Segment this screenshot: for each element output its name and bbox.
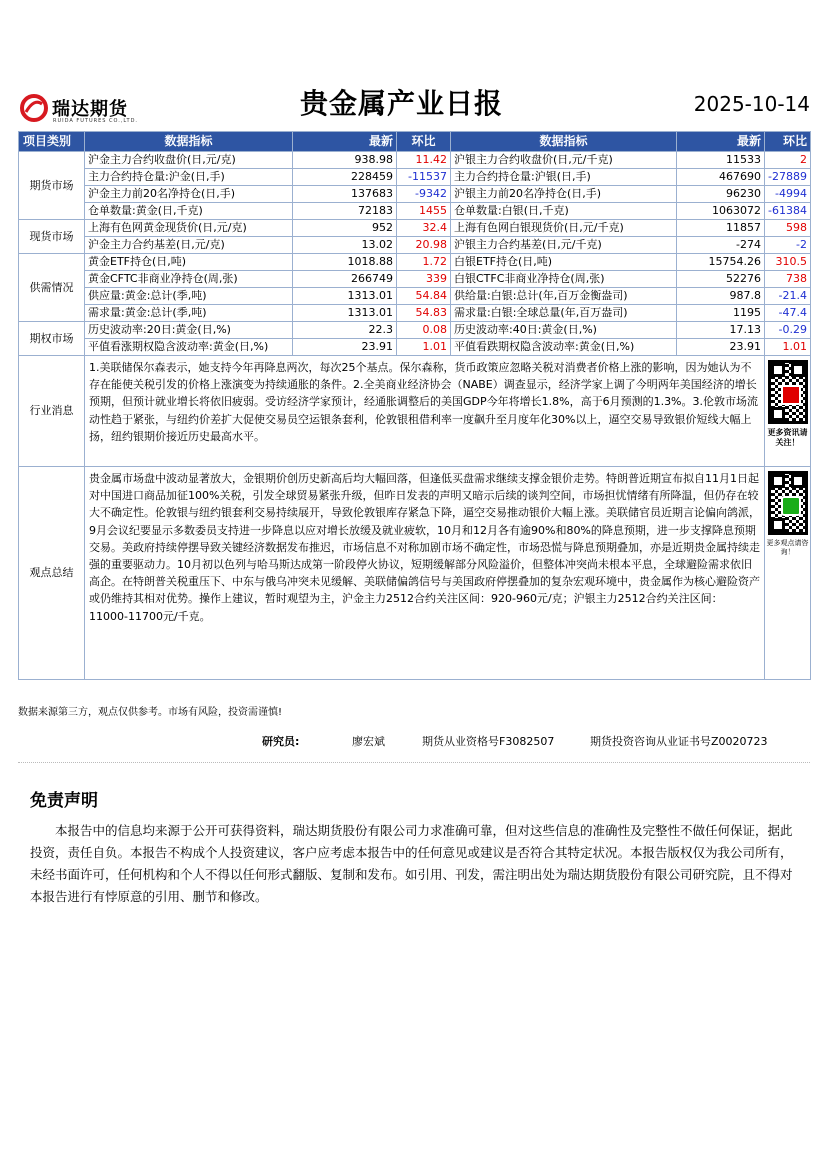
indicator-name-left: 平值看涨期权隐含波动率:黄金(日,%) bbox=[85, 339, 293, 356]
researcher-qualification: 期货从业资格号F3082507 bbox=[422, 735, 555, 748]
change-value-left: 339 bbox=[397, 271, 451, 288]
indicator-name-right: 白银ETF持仓(日,吨) bbox=[451, 254, 677, 271]
indicator-name-right: 仓单数量:白银(日,千克) bbox=[451, 203, 677, 220]
researcher-name: 廖宏斌 bbox=[352, 735, 385, 748]
indicator-name-left: 上海有色网黄金现货价(日,元/克) bbox=[85, 220, 293, 237]
view-text: 贵金属市场盘中波动显著放大，金银期价创历史新高后均大幅回落，但逢低买盘需求继续支撑金银价走势。特朗普近期宣布拟自11月1日起对中国进口商品加征100%关税，引发全球贸易紧张升级，但昨日发表的声明又暗示后续的谈判空间，市场担忧情绪有所降温，但仍存在较大不确定性。伦敦银与纽约银套利交易持续展开，导致伦敦银库存紧急下降，逼空交易推动银价大幅上涨。美联储官员近期言论偏向鸽派，9月会议纪要显示多数委员支持进一步降息以应对增长放缓及就业疲软，10月和12月各有逾90%和80%的降息预期，进一步支撑降息预期交易。美政府持续停摆导致关键经济数据发布推迟，市场信息不对称加剧市场不确定性，市场恐慌与降息预期叠加，亦是近期贵金属持续走强的重要驱动力。10月初以色列与哈马斯达成第一阶段停火协议，短期缓解部分风险溢价，但整体冲突尚未根本平息，全球避险需求依旧高企。在特朗普关税重压下、中东与俄乌冲突未见缓解、美联储偏鸽信号与美国政府停摆叠加的复杂宏观环境中，贵金属作为核心避险资产或仍维持其相对优势。操作上建议，暂时观望为主，沪金主力2512合约关注区间：920-960元/克；沪银主力2512合约关注区间：11000-11700元/千克。 bbox=[85, 467, 765, 680]
table-row bbox=[19, 339, 811, 356]
table-row bbox=[19, 152, 811, 169]
view-row bbox=[19, 467, 811, 680]
researcher-certificate: 期货投资咨询从业证书号Z0020723 bbox=[590, 735, 768, 748]
disclaimer-body: 本报告中的信息均来源于公开可获得资料，瑞达期货股份有限公司力求准确可靠，但对这些信息的准确性及完整性不做任何保证，据此投资，责任自负。本报告不构成个人投资建议，客户应考虑本报告中的任何意见或建议是否符合其特定状况。本报告版权仅为我公司所有，未经书面许可，任何机构和个人不得以任何形式翻版、复制和发布。如引用、刊发，需注明出处为瑞达期货股份有限公司研究院，且不得对本报告进行有悖原意的引用、删节和修改。 bbox=[30, 823, 793, 904]
header-indicator-right: 数据指标 bbox=[451, 132, 677, 152]
table-row bbox=[19, 254, 811, 271]
report-header bbox=[18, 82, 810, 130]
change-value-left: 54.83 bbox=[397, 305, 451, 322]
change-value-left: -11537 bbox=[397, 169, 451, 186]
change-value-left: -9342 bbox=[397, 186, 451, 203]
section-divider bbox=[18, 762, 810, 763]
indicator-name-left: 历史波动率:20日:黄金(日,%) bbox=[85, 322, 293, 339]
logo-text-en: RUIDA FUTURES CO.,LTD. bbox=[53, 118, 139, 124]
indicator-name-left: 沪金主力合约收盘价(日,元/克) bbox=[85, 152, 293, 169]
view-category: 观点总结 bbox=[19, 467, 85, 680]
latest-value-right: 11533 bbox=[677, 152, 765, 169]
indicator-name-left: 沪金主力前20名净持仓(日,手) bbox=[85, 186, 293, 203]
category-cell: 供需情况 bbox=[19, 254, 85, 322]
indicator-name-left: 供应量:黄金:总计(季,吨) bbox=[85, 288, 293, 305]
header-indicator-left: 数据指标 bbox=[85, 132, 293, 152]
latest-value-left: 1313.01 bbox=[293, 288, 397, 305]
table-body bbox=[19, 152, 811, 356]
category-cell: 期权市场 bbox=[19, 322, 85, 356]
view-qr bbox=[765, 467, 811, 680]
indicator-name-right: 需求量:白银:全球总量(年,百万盎司) bbox=[451, 305, 677, 322]
table-row bbox=[19, 288, 811, 305]
qr-code-icon bbox=[768, 360, 808, 424]
latest-value-right: 17.13 bbox=[677, 322, 765, 339]
indicator-name-right: 白银CTFC非商业净持仓(周,张) bbox=[451, 271, 677, 288]
change-value-right: -47.4 bbox=[765, 305, 811, 322]
header-change-right: 环比 bbox=[765, 132, 811, 152]
latest-value-right: 15754.26 bbox=[677, 254, 765, 271]
latest-value-left: 13.02 bbox=[293, 237, 397, 254]
news-qr-caption: 更多资讯请关注！ bbox=[767, 428, 808, 447]
indicator-table bbox=[18, 131, 811, 680]
news-text: 1.美联储保尔森表示，她支持今年再降息两次，每次25个基点。保尔森称，货币政策应忽略关税对消费者价格上涨的影响，因为她认为不存在能使关税引发的价格上涨演变为持续通胀的条件。2.全美商业经济协会（NABE）调查显示，经济学家上调了今明两年美国经济的增长预期，但预计就业增长将依旧疲弱。受访经济学家预计，经通胀调整后的美国GDP今年将增长1.8%，高于6月预测的1.3%。3.伦敦市场流动性趋于紧张，与纽约价差扩大促使交易员空运银条套利，伦敦银租借利率一度飙升至月度年化30%以上，逼空交易导致银价短线大幅上扬，纽约银期价接近历史最高水平。 bbox=[85, 356, 765, 467]
change-value-left: 1.01 bbox=[397, 339, 451, 356]
text-rows bbox=[19, 356, 811, 680]
latest-value-right: -274 bbox=[677, 237, 765, 254]
latest-value-left: 1018.88 bbox=[293, 254, 397, 271]
indicator-name-right: 上海有色网白银现货价(日,元/千克) bbox=[451, 220, 677, 237]
indicator-name-left: 主力合约持仓量:沪金(日,手) bbox=[85, 169, 293, 186]
change-value-left: 1.72 bbox=[397, 254, 451, 271]
latest-value-left: 938.98 bbox=[293, 152, 397, 169]
indicator-name-right: 主力合约持仓量:沪银(日,手) bbox=[451, 169, 677, 186]
latest-value-left: 72183 bbox=[293, 203, 397, 220]
table-row bbox=[19, 203, 811, 220]
change-value-left: 54.84 bbox=[397, 288, 451, 305]
latest-value-left: 1313.01 bbox=[293, 305, 397, 322]
latest-value-right: 11857 bbox=[677, 220, 765, 237]
change-value-right: -61384 bbox=[765, 203, 811, 220]
table-row bbox=[19, 186, 811, 203]
researcher-label: 研究员: bbox=[262, 735, 300, 748]
change-value-left: 32.4 bbox=[397, 220, 451, 237]
news-row bbox=[19, 356, 811, 467]
change-value-right: -27889 bbox=[765, 169, 811, 186]
indicator-name-left: 黄金ETF持仓(日,吨) bbox=[85, 254, 293, 271]
latest-value-right: 1063072 bbox=[677, 203, 765, 220]
header-latest-left: 最新 bbox=[293, 132, 397, 152]
latest-value-left: 22.3 bbox=[293, 322, 397, 339]
table-row bbox=[19, 271, 811, 288]
change-value-right: -4994 bbox=[765, 186, 811, 203]
indicator-name-right: 平值看跌期权隐含波动率:黄金(日,%) bbox=[451, 339, 677, 356]
logo-text-cn: 瑞达期货 bbox=[52, 99, 128, 120]
latest-value-left: 266749 bbox=[293, 271, 397, 288]
change-value-right: 738 bbox=[765, 271, 811, 288]
latest-value-right: 52276 bbox=[677, 271, 765, 288]
change-value-left: 1455 bbox=[397, 203, 451, 220]
view-qr-caption: 更多观点请咨询！ bbox=[766, 539, 809, 556]
latest-value-right: 987.8 bbox=[677, 288, 765, 305]
indicator-name-right: 历史波动率:40日:黄金(日,%) bbox=[451, 322, 677, 339]
report-title: 贵金属产业日报 bbox=[300, 87, 504, 120]
indicator-name-right: 沪银主力合约基差(日,元/千克) bbox=[451, 237, 677, 254]
change-value-left: 0.08 bbox=[397, 322, 451, 339]
disclaimer-title: 免责声明 bbox=[30, 791, 98, 811]
category-cell: 期货市场 bbox=[19, 152, 85, 220]
ruida-logo-icon bbox=[20, 94, 48, 122]
change-value-left: 20.98 bbox=[397, 237, 451, 254]
indicator-name-right: 供给量:白银:总计(年,百万金衡盎司) bbox=[451, 288, 677, 305]
indicator-name-left: 仓单数量:黄金(日,千克) bbox=[85, 203, 293, 220]
change-value-right: -0.29 bbox=[765, 322, 811, 339]
change-value-left: 11.42 bbox=[397, 152, 451, 169]
header-category: 项目类别 bbox=[19, 132, 85, 152]
table-header-row bbox=[19, 132, 811, 152]
indicator-name-left: 沪金主力合约基差(日,元/克) bbox=[85, 237, 293, 254]
change-value-right: -21.4 bbox=[765, 288, 811, 305]
change-value-right: 310.5 bbox=[765, 254, 811, 271]
table-row bbox=[19, 305, 811, 322]
latest-value-left: 23.91 bbox=[293, 339, 397, 356]
latest-value-left: 952 bbox=[293, 220, 397, 237]
header-latest-right: 最新 bbox=[677, 132, 765, 152]
data-source-note: 数据来源第三方，观点仅供参考。市场有风险，投资需谨慎! bbox=[18, 707, 283, 718]
latest-value-right: 1195 bbox=[677, 305, 765, 322]
table-row bbox=[19, 169, 811, 186]
latest-value-right: 96230 bbox=[677, 186, 765, 203]
latest-value-right: 23.91 bbox=[677, 339, 765, 356]
report-date: 2025-10-14 bbox=[693, 92, 810, 116]
indicator-name-right: 沪银主力合约收盘价(日,元/千克) bbox=[451, 152, 677, 169]
indicator-name-left: 黄金CFTC非商业净持仓(周,张) bbox=[85, 271, 293, 288]
table-row bbox=[19, 237, 811, 254]
header-change-left: 环比 bbox=[397, 132, 451, 152]
change-value-right: 1.01 bbox=[765, 339, 811, 356]
change-value-right: -2 bbox=[765, 237, 811, 254]
category-cell: 现货市场 bbox=[19, 220, 85, 254]
news-qr bbox=[765, 356, 811, 467]
qr-code-icon bbox=[768, 471, 808, 535]
change-value-right: 598 bbox=[765, 220, 811, 237]
news-category: 行业消息 bbox=[19, 356, 85, 467]
indicator-name-right: 沪银主力前20名净持仓(日,手) bbox=[451, 186, 677, 203]
table-row bbox=[19, 220, 811, 237]
indicator-name-left: 需求量:黄金:总计(季,吨) bbox=[85, 305, 293, 322]
table-row bbox=[19, 322, 811, 339]
latest-value-left: 228459 bbox=[293, 169, 397, 186]
change-value-right: 2 bbox=[765, 152, 811, 169]
latest-value-right: 467690 bbox=[677, 169, 765, 186]
latest-value-left: 137683 bbox=[293, 186, 397, 203]
